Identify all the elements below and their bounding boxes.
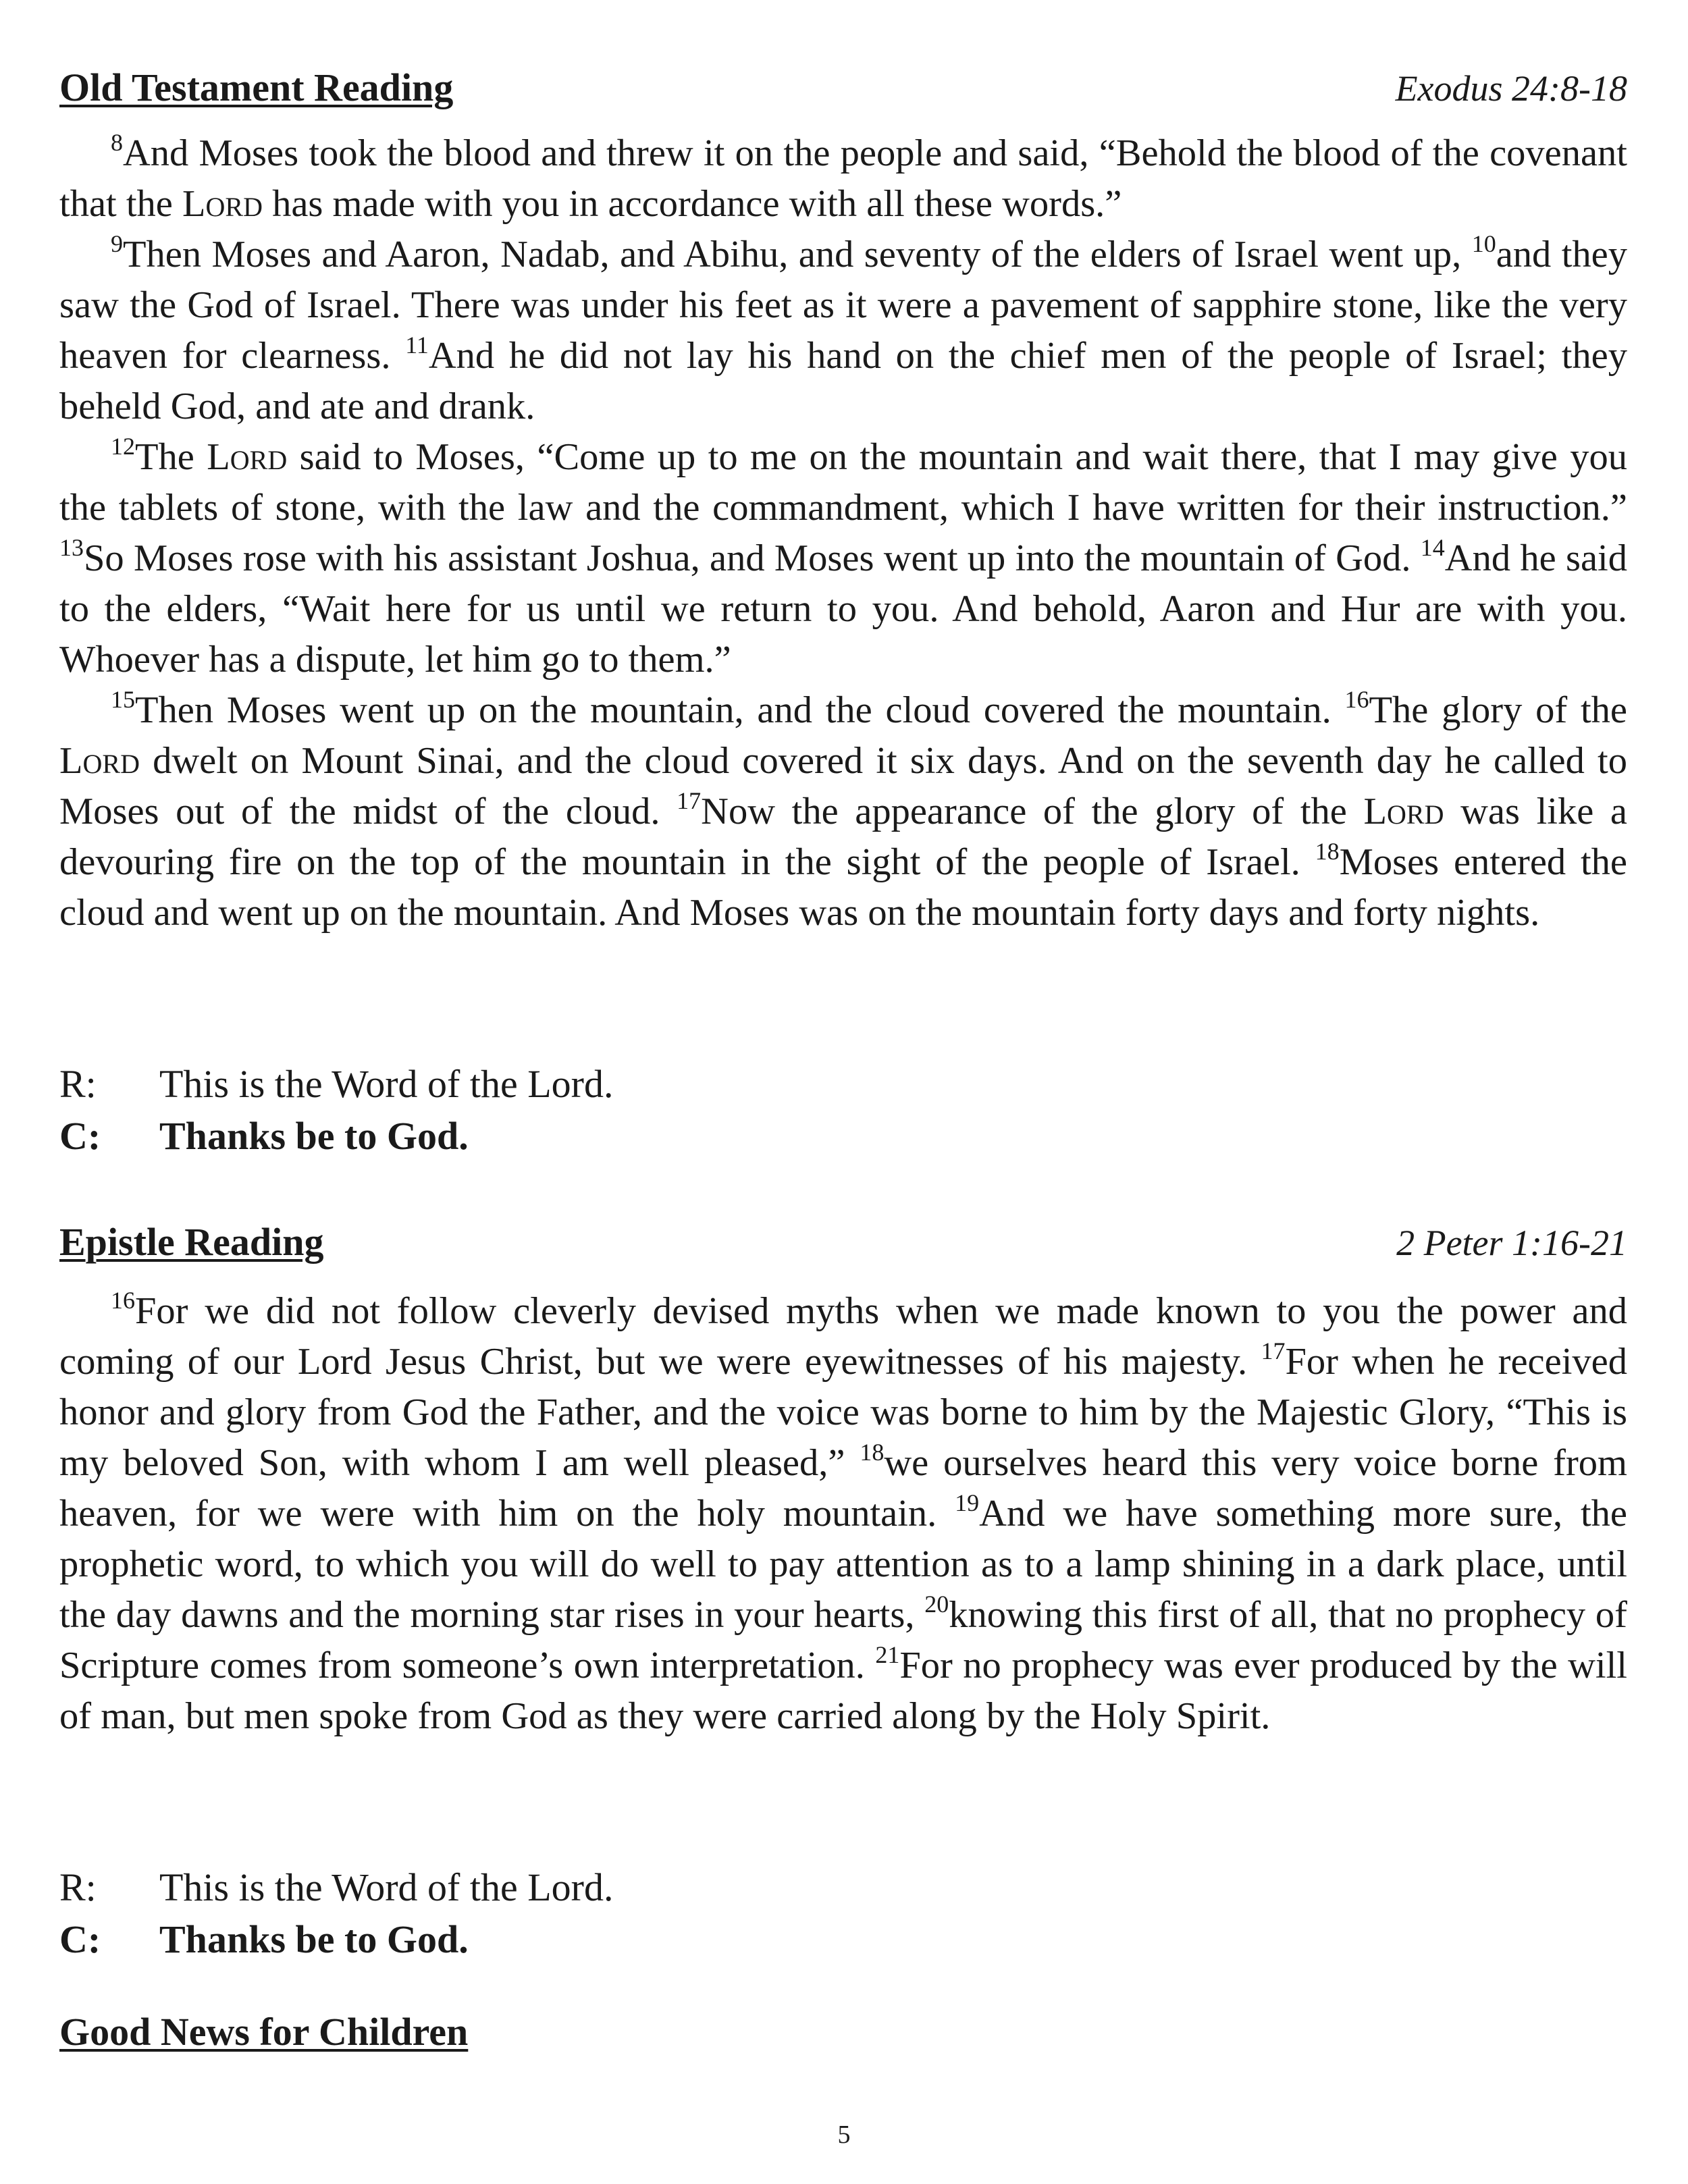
response-text: Thanks be to God. (159, 1917, 469, 1961)
verse-number: 10 (1471, 230, 1496, 257)
verse-number: 18 (1315, 838, 1340, 865)
verse-number: 17 (1261, 1337, 1286, 1364)
response-label: R: (59, 1062, 97, 1106)
epistle-reference: 2 Peter 1:16-21 (1396, 1223, 1627, 1263)
ot-paragraph-3: $^{12}$The Lord said to Moses, “Come up to me on the mountain and wait there, that I may give you the tablets of stone, with the law and the commandment, which I have written for their instruction.” $^{13}$So Moses rose with his assistant Joshua, and Moses went up into the mountain of God. $^{14}$And he said to the elders, “Wait here for us until we return to you. And behold, Aaron and Hur are with you. Whoever has a dispute, let him go to them.” (59, 433, 1628, 681)
ot-paragraph-4: $^{15}$Then Moses went up on the mountain, and the cloud covered the mountain. $^{16}$The glory of the Lord dwelt on Mount Sinai, and the cloud covered it six days. And on the seventh day he called to Moses out of the midst of the cloud. $^{17}$Now the appearance of the glory of the Lord was like a devouring fire on the top of the mountain in the sight of the people of Israel. $^{18}$Moses entered the cloud and went up on the mountain. And Moses was on the mountain forty days and forty nights. (59, 686, 1628, 934)
ot-header (59, 61, 1627, 115)
response-label: C: (59, 1917, 101, 1961)
verse-number: 11 (405, 331, 429, 358)
epistle-title: Epistle Reading (59, 1220, 324, 1264)
good-news-title: Good News for Children (59, 2010, 469, 2054)
response-text: This is the Word of the Lord. (159, 1865, 614, 1909)
epistle-header (59, 1215, 1627, 1270)
verse-number: 13 (59, 534, 84, 561)
verse-number: 14 (1420, 534, 1445, 561)
verse-number: 12 (111, 433, 135, 460)
verse-number: 18 (860, 1439, 885, 1466)
ot-response-congregation (59, 1111, 1627, 1162)
verse-number: 20 (924, 1591, 949, 1618)
page-number: 5 (837, 2121, 851, 2149)
ot-paragraph-2: $^9$Then Moses and Aaron, Nadab, and Abihu, and seventy of the elders of Israel went up, $^{10}$and they saw the God of Israel. There was under his feet as it were a pavement of sapphire stone, like the very heaven for clearness. $^{11}$And he did not lay his hand on the chief men of the people of Israel; they beheld God, and ate and drank. (59, 230, 1627, 427)
ot-paragraph-1: $^8$And Moses took the blood and threw it on the people and said, “Behold the blood of the covenant that the Lord has made with you in accordance with all these words.” (59, 129, 1627, 225)
good-news-header (59, 2005, 1627, 2059)
epistle-text (59, 1286, 1627, 1742)
verse-number: 9 (111, 230, 123, 257)
epistle-paragraph-1: $^{16}$For we did not follow cleverly devised myths when we made known to you the power and coming of our Lord Jesus Christ, but we were eyewitnesses of his majesty. $^{17}$For when he received honor and glory from God the Father, and the voice was borne to him by the Majestic Glory, “This is my beloved Son, with whom I am well pleased,” $^{18}$we ourselves heard this very voice borne from heaven, for we were with him on the holy mountain. $^{19}$And we have something more sure, the prophetic word, to which you will do well to pay attention as to a lamp shining in a dark place, until the day dawns and the morning star rises in your hearts, $^{20}$knowing this first of all, that no prophecy of Scripture comes from someone’s own interpretation. $^{21}$For no prophecy was ever produced by the will of man, but men spoke from God as they were carried along by the Holy Spirit. (59, 1287, 1628, 1737)
verse-number: 16 (111, 1287, 135, 1314)
verse-number: 19 (955, 1489, 980, 1516)
verse-number: 15 (111, 686, 135, 713)
ot-text (59, 128, 1627, 938)
verse-number: 8 (111, 129, 123, 156)
verse-number: 21 (875, 1641, 900, 1668)
response-label: C: (59, 1114, 101, 1158)
verse-number: 17 (677, 787, 702, 814)
ot-reference: Exodus 24:8-18 (1395, 68, 1627, 109)
response-text: This is the Word of the Lord. (159, 1062, 614, 1106)
epistle-response-reader (59, 1862, 1627, 1913)
verse-number: 16 (1344, 686, 1369, 713)
ot-title: Old Testament Reading (59, 65, 454, 109)
response-label: R: (59, 1865, 97, 1909)
ot-response-reader (59, 1059, 1627, 1110)
response-text: Thanks be to God. (159, 1114, 469, 1158)
epistle-response-congregation (59, 1914, 1627, 1965)
